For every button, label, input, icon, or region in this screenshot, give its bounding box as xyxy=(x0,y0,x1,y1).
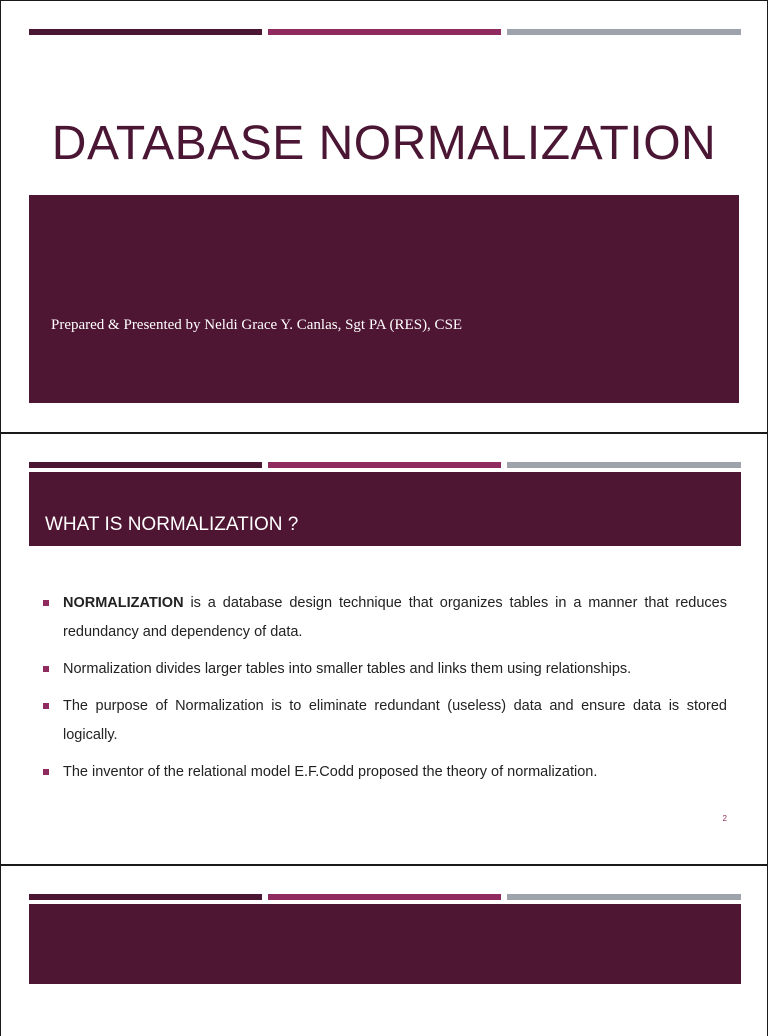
slide-title: DATABASE NORMALIZATION xyxy=(51,117,717,170)
bullet-item xyxy=(43,692,727,750)
bullet-list xyxy=(43,589,727,795)
subtitle-band xyxy=(29,195,739,403)
accent-bar-magenta xyxy=(268,894,501,900)
slide-2-content xyxy=(0,433,768,865)
slide-heading: WHAT IS NORMALIZATION ? xyxy=(45,514,299,535)
heading-band xyxy=(29,904,741,984)
square-bullet-icon xyxy=(43,703,49,709)
header-accent-bars xyxy=(29,462,741,468)
bullet-text: The purpose of Normalization is to eliminate redundant (useless) data and ensure data is stored logically. xyxy=(63,698,727,743)
page-number: 2 xyxy=(722,814,727,823)
accent-bar-dark xyxy=(29,894,262,900)
square-bullet-icon xyxy=(43,769,49,775)
presenter-credit: Prepared & Presented by Neldi Grace Y. Canlas, Sgt PA (RES), CSE xyxy=(51,317,463,333)
accent-bar-dark xyxy=(29,29,262,35)
bullet-text: The inventor of the relational model E.F.Codd proposed the theory of normalization. xyxy=(63,764,598,780)
square-bullet-icon xyxy=(43,666,49,672)
accent-bar-gray xyxy=(507,29,741,35)
bullet-item xyxy=(43,655,727,684)
accent-bar-gray xyxy=(507,894,741,900)
accent-bar-magenta xyxy=(268,29,501,35)
accent-bar-gray xyxy=(507,462,741,468)
heading-band xyxy=(29,472,741,546)
accent-bar-dark xyxy=(29,462,262,468)
header-accent-bars xyxy=(29,29,741,35)
header-accent-bars xyxy=(29,894,741,900)
slide-3-partial xyxy=(0,865,768,1036)
square-bullet-icon xyxy=(43,600,49,606)
bullet-text: is a database design technique that organizes tables in a manner that reduces redundancy and dependency of data. xyxy=(63,595,727,640)
slide-1-title xyxy=(0,0,768,433)
bullet-text: Normalization divides larger tables into smaller tables and links them using relationships. xyxy=(63,661,632,677)
bullet-item xyxy=(43,589,727,647)
accent-bar-magenta xyxy=(268,462,501,468)
bullet-item xyxy=(43,758,727,787)
bullet-term: NORMALIZATION xyxy=(63,595,184,611)
